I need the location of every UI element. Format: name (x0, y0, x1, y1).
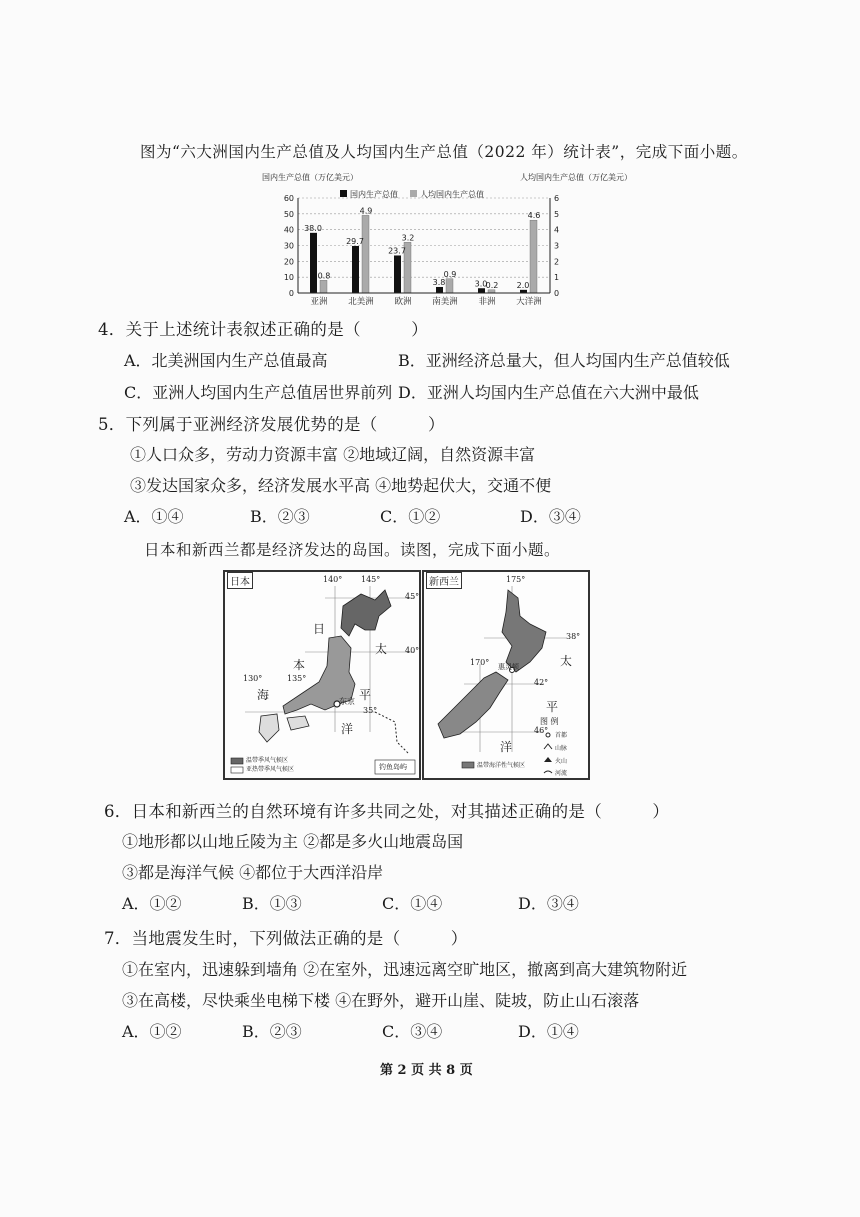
q5-option-a[interactable]: A．①④ (124, 507, 184, 526)
q6-option-c[interactable]: C．①④ (382, 894, 443, 913)
right-tick-label: 1 (554, 273, 560, 283)
nz-legend-climate: 温带海洋性气候区 (477, 762, 526, 769)
q4-stem: 4．关于上述统计表叙述正确的是（ ） (98, 320, 428, 339)
q4-option-b[interactable]: B．亚洲经济总量大，但人均国内生产总值较低 (398, 351, 730, 370)
japan-legend-subtropical: 亚热带季风气候区 (246, 766, 295, 773)
category-label: 欧洲 (394, 297, 412, 307)
legend-swatch-per-capita (410, 190, 417, 197)
legend-label-gdp: 国内生产总值 (350, 190, 398, 199)
japan-lon-130: 130° (243, 674, 263, 683)
nz-legend-capital: 首都 (555, 732, 568, 739)
q6-option-d[interactable]: D．③④ (518, 894, 579, 913)
kyushu-shape (259, 714, 279, 742)
bar-gdp (478, 288, 485, 293)
shikoku-shape (287, 716, 309, 730)
japan-legend-temperate: 温带季风气候区 (246, 757, 289, 764)
legend-swatch-gdp (340, 190, 347, 197)
japan-lat-35: 35° (363, 706, 378, 715)
left-axis-label: 国内生产总值（万亿美元） (262, 173, 358, 182)
legend-swatch-temperate (231, 758, 243, 764)
wellington-label: 惠灵顿 (498, 663, 519, 671)
data-label-per-capita: 0.8 (317, 271, 331, 281)
bar-per-capita (362, 215, 369, 293)
nz-lat-38: 38° (566, 632, 581, 641)
japan-lon-145: 145° (361, 575, 381, 584)
nz-pacific-label-3: 洋 (500, 740, 513, 754)
category-label: 南美洲 (432, 297, 458, 307)
japan-map (223, 570, 421, 780)
q6-statements-2: ③都是海洋气候 ④都位于大西洋沿岸 (122, 863, 384, 882)
south-island-shape (438, 672, 508, 738)
q7-option-b[interactable]: B．②③ (242, 1022, 302, 1041)
nz-lon-175: 175° (506, 575, 526, 584)
nz-legend-title: 图 例 (540, 717, 559, 726)
sea-label-2: 本 (293, 658, 306, 672)
nz-legend-mountain: 山脉 (555, 745, 568, 752)
new-zealand-map (422, 570, 590, 780)
pacific-label-1: 太 (375, 642, 388, 656)
bar-gdp (394, 255, 401, 293)
map-intro: 日本和新西兰都是经济发达的岛国。读图，完成下面小题。 (144, 541, 561, 559)
legend-volcano-symbol (544, 757, 552, 762)
data-label-gdp: 2.0 (516, 280, 530, 290)
data-label-gdp: 3.8 (432, 277, 446, 287)
nz-lon-170: 170° (470, 658, 490, 667)
japan-scale-label: 钓鱼岛屿 (379, 763, 407, 771)
bar-per-capita (320, 280, 327, 293)
nz-lat-42: 42° (534, 678, 549, 687)
japan-map-title: 日本 (227, 572, 253, 589)
q7-stem: 7．当地震发生时，下列做法正确的是（ ） (104, 929, 468, 948)
right-tick-label: 2 (554, 257, 560, 267)
japan-lon-140: 140° (323, 575, 343, 584)
nz-map-title: 新西兰 (426, 572, 462, 589)
q5-option-d[interactable]: D．③④ (520, 507, 581, 526)
data-label-gdp: 3.0 (474, 279, 488, 289)
hokkaido-shape (341, 590, 391, 636)
north-island-shape (502, 590, 546, 672)
q6-option-b[interactable]: B．①③ (242, 894, 302, 913)
nz-lat-46: 46° (534, 726, 549, 735)
sea-label-1: 日 (313, 622, 326, 636)
ryukyu-islands (375, 712, 409, 754)
q7-statements-1: ①在室内，迅速躲到墙角 ②在室外，迅速远离空旷地区，撤离到高大建筑物附近 (122, 960, 688, 979)
q7-option-c[interactable]: C．③④ (382, 1022, 443, 1041)
bar-gdp (310, 233, 317, 293)
data-label-per-capita: 0.9 (443, 269, 457, 279)
tokyo-label: 东京 (339, 697, 355, 706)
right-tick-label: 5 (554, 209, 560, 219)
legend-river-symbol (544, 771, 552, 773)
right-axis-label: 人均国内生产总值（万亿美元） (520, 173, 632, 182)
pacific-label-2: 平 (359, 688, 372, 702)
page-footer: 第 2 页 共 8 页 (380, 1063, 473, 1078)
chart-intro: 图为“六大洲国内生产总值及人均国内生产总值（2022 年）统计表”，完成下面小题。 (140, 143, 748, 161)
q4-option-a[interactable]: A．北美洲国内生产总值最高 (124, 351, 328, 370)
bar-per-capita (530, 220, 537, 293)
q5-stem: 5．下列属于亚洲经济发展优势的是（ ） (98, 415, 445, 434)
data-label-per-capita: 0.2 (485, 280, 499, 290)
q7-statements-2: ③在高楼，尽快乘坐电梯下楼 ④在野外，避开山崖、陡坡，防止山石滚落 (122, 991, 640, 1010)
q4-option-c[interactable]: C．亚洲人均国内生产总值居世界前列 (124, 383, 393, 402)
nz-legend-volcano: 火山 (555, 758, 568, 765)
data-label-gdp: 23.7 (388, 246, 406, 256)
data-label-per-capita: 3.2 (401, 233, 415, 243)
pacific-label-3: 洋 (341, 722, 354, 736)
q6-option-a[interactable]: A．①② (122, 894, 182, 913)
category-label: 非洲 (478, 297, 496, 307)
legend-label-per-capita: 人均国内生产总值 (420, 190, 484, 199)
left-tick-label: 50 (283, 209, 294, 219)
q5-option-b[interactable]: B．②③ (250, 507, 310, 526)
category-label: 亚洲 (310, 297, 328, 307)
japan-lat-45: 45° (405, 592, 420, 601)
left-tick-label: 0 (288, 289, 294, 298)
data-label-per-capita: 4.9 (359, 206, 373, 216)
left-tick-label: 60 (283, 194, 294, 203)
data-label-gdp: 29.7 (346, 236, 364, 246)
left-tick-label: 30 (283, 241, 294, 251)
q7-option-d[interactable]: D．①④ (518, 1022, 579, 1041)
right-tick-label: 6 (554, 194, 560, 203)
left-tick-label: 10 (283, 273, 294, 283)
nz-pacific-label-1: 太 (560, 654, 573, 668)
q6-statements-1: ①地形都以山地丘陵为主 ②都是多火山地震岛国 (122, 832, 464, 851)
bar-gdp (352, 246, 359, 293)
gdp-chart (258, 170, 632, 320)
left-tick-label: 20 (283, 257, 294, 267)
q4-option-d[interactable]: D．亚洲人均国内生产总值在六大洲中最低 (398, 383, 699, 402)
nz-legend-river: 河流 (555, 770, 568, 777)
sea-label-3: 海 (257, 688, 270, 702)
q5-statements-2: ③发达国家众多，经济发展水平高 ④地势起伏大，交通不便 (130, 476, 552, 495)
legend-swatch-subtropical (231, 767, 243, 773)
legend-mountain-symbol (544, 744, 552, 749)
nz-pacific-label-2: 平 (546, 700, 559, 714)
bar-per-capita (446, 279, 453, 293)
right-tick-label: 3 (554, 241, 560, 251)
category-label: 北美洲 (348, 297, 374, 307)
q7-option-a[interactable]: A．①② (122, 1022, 182, 1041)
right-tick-label: 4 (554, 225, 560, 235)
bar-gdp (436, 287, 443, 293)
q5-statements-1: ①人口众多，劳动力资源丰富 ②地域辽阔，自然资源丰富 (130, 445, 536, 464)
right-tick-label: 0 (554, 289, 560, 298)
category-label: 大洋洲 (516, 297, 542, 307)
japan-lon-135: 135° (287, 674, 307, 683)
data-label-per-capita: 4.6 (527, 211, 541, 221)
japan-lat-40: 40° (405, 646, 420, 655)
nz-legend-swatch (462, 762, 474, 768)
q6-stem: 6．日本和新西兰的自然环境有许多共同之处，对其描述正确的是（ ） (104, 802, 670, 821)
q5-option-c[interactable]: C．①② (380, 507, 441, 526)
data-label-gdp: 38.0 (304, 223, 322, 233)
left-tick-label: 40 (283, 225, 294, 235)
